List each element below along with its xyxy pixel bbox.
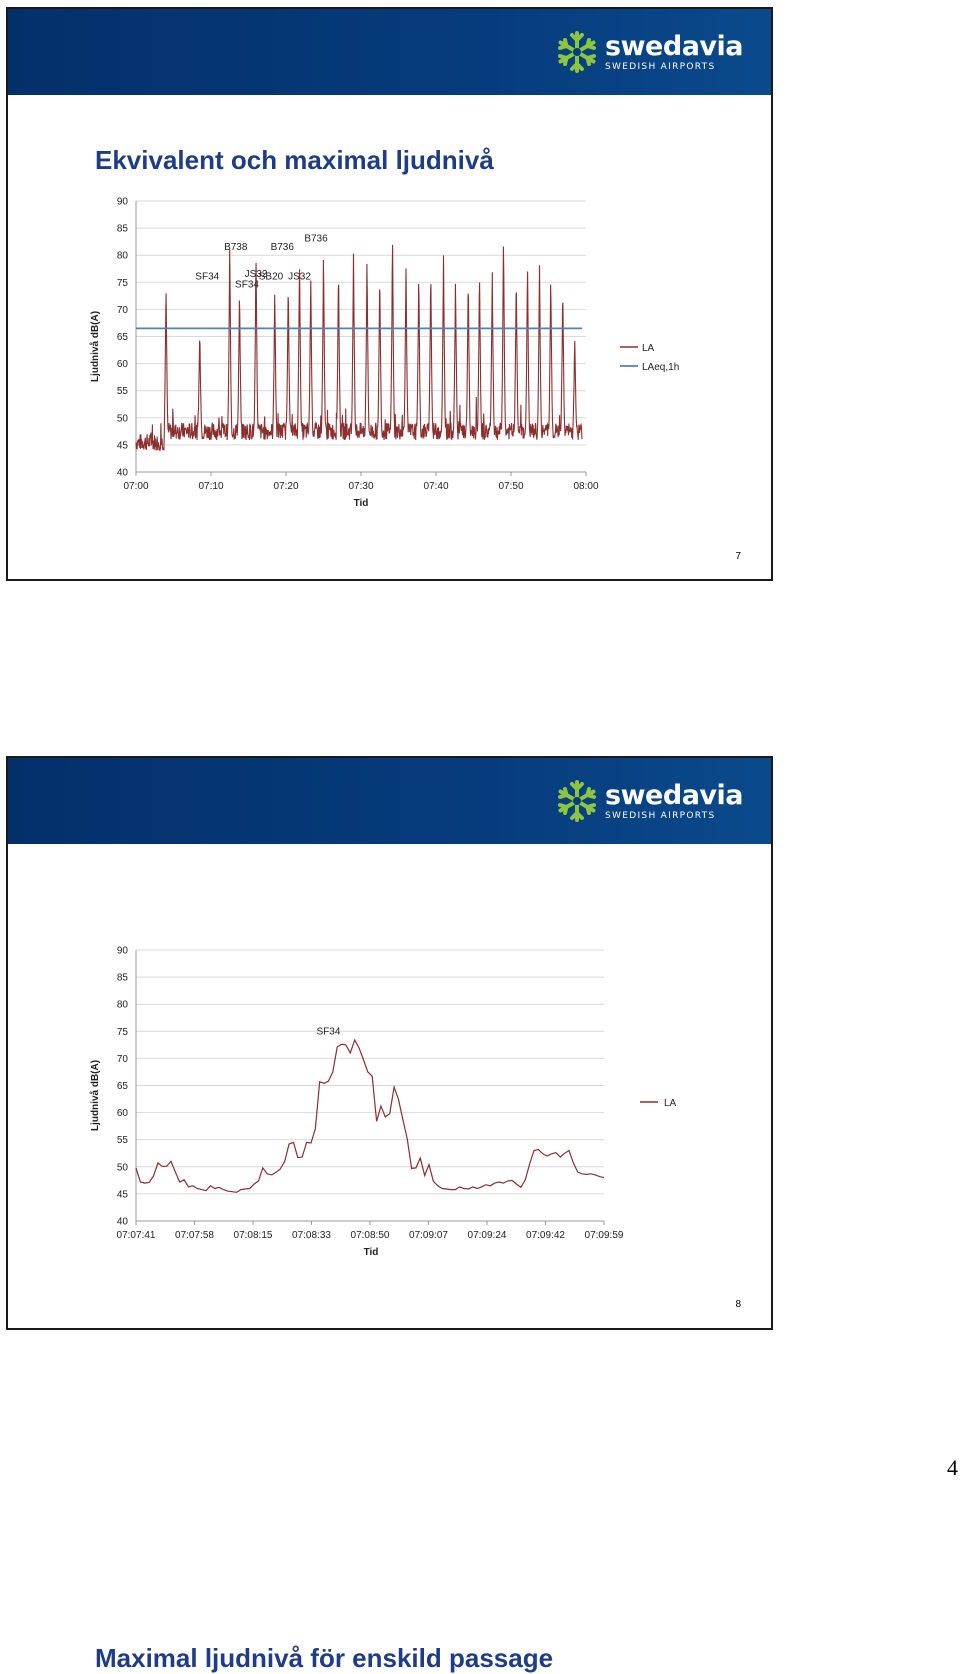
x-tick-label: 07:07:58 <box>175 1230 214 1241</box>
peak-annotation: SF34 <box>316 1026 341 1038</box>
chart-single-passage <box>8 758 771 1328</box>
peak-annotation: SB20 <box>258 271 284 283</box>
y-axis-title: Ljudnivå dB(A) <box>90 1059 101 1132</box>
brand-name: swedavia <box>605 779 743 811</box>
y-tick-label: 60 <box>116 359 128 371</box>
document-page-number: 4 <box>947 1455 958 1480</box>
brand-name: swedavia <box>605 30 743 62</box>
legend-label-la: LA <box>642 343 655 354</box>
y-tick-label: 45 <box>116 1189 128 1201</box>
y-tick-label: 65 <box>116 332 128 343</box>
x-tick-label: 07:07:41 <box>116 1230 156 1241</box>
y-tick-label: 70 <box>116 304 128 316</box>
y-tick-label: 55 <box>116 1135 128 1147</box>
x-tick-label: 07:40 <box>423 481 449 492</box>
y-tick-label: 90 <box>116 945 128 957</box>
x-tick-label: 07:08:50 <box>350 1230 390 1241</box>
x-tick-label: 07:30 <box>348 481 374 492</box>
series-la-line <box>136 1040 604 1192</box>
brand-tagline: SWEDISH AIRPORTS <box>605 810 716 821</box>
legend-label-laeq: LAeq,1h <box>642 362 680 373</box>
peak-annotation: B736 <box>270 241 294 253</box>
y-tick-label: 55 <box>116 386 128 398</box>
slide-page-number: 8 <box>735 1299 741 1310</box>
y-axis-title: Ljudnivå dB(A) <box>90 310 101 383</box>
y-tick-label: 40 <box>116 1216 128 1228</box>
y-tick-label: 50 <box>116 1162 128 1174</box>
y-tick-label: 40 <box>116 467 128 479</box>
x-tick-label: 07:20 <box>273 481 299 492</box>
brand-tagline: SWEDISH AIRPORTS <box>605 61 716 72</box>
peak-annotation: SF34 <box>235 279 259 291</box>
y-tick-label: 75 <box>116 1026 128 1038</box>
y-tick-label: 60 <box>116 1108 128 1120</box>
peak-annotation: SF34 <box>195 271 220 283</box>
peak-annotation: JS32 <box>288 271 311 283</box>
chart-equivalent-max-level <box>8 9 771 579</box>
legend-label-la: LA <box>664 1098 677 1109</box>
y-tick-label: 45 <box>116 440 128 452</box>
y-tick-label: 80 <box>116 250 128 262</box>
y-tick-label: 85 <box>116 972 128 984</box>
y-tick-label: 70 <box>116 1053 128 1065</box>
x-tick-label: 07:08:33 <box>292 1230 331 1241</box>
slide-page-number: 7 <box>735 551 741 562</box>
x-tick-label: 07:50 <box>498 481 524 492</box>
x-axis-title: Tid <box>353 498 369 509</box>
x-tick-label: 07:09:59 <box>584 1230 624 1241</box>
x-tick-label: 07:09:24 <box>467 1230 507 1241</box>
y-tick-label: 75 <box>116 277 128 289</box>
x-tick-label: 07:00 <box>123 481 149 492</box>
y-tick-label: 85 <box>116 223 128 235</box>
x-tick-label: 07:09:07 <box>409 1230 448 1241</box>
slide-title: Maximal ljudnivå för enskild passage <box>95 1643 554 1673</box>
peak-annotation: B738 <box>224 241 248 253</box>
x-tick-label: 07:10 <box>198 481 224 492</box>
x-tick-label: 07:08:15 <box>233 1230 273 1241</box>
peak-annotation: JS32 <box>244 268 268 280</box>
x-axis-title: Tid <box>363 1247 379 1258</box>
y-tick-label: 65 <box>116 1081 128 1092</box>
y-tick-label: 50 <box>116 413 128 425</box>
slide-2 <box>6 756 773 1673</box>
slide-title: Ekvivalent och maximal ljudnivå <box>95 145 494 175</box>
y-tick-label: 80 <box>116 999 128 1011</box>
y-tick-label: 90 <box>116 196 128 208</box>
x-tick-label: 07:09:42 <box>526 1230 565 1241</box>
slide-1 <box>6 7 773 581</box>
x-tick-label: 08:00 <box>573 481 599 492</box>
peak-annotation: B736 <box>304 233 328 245</box>
